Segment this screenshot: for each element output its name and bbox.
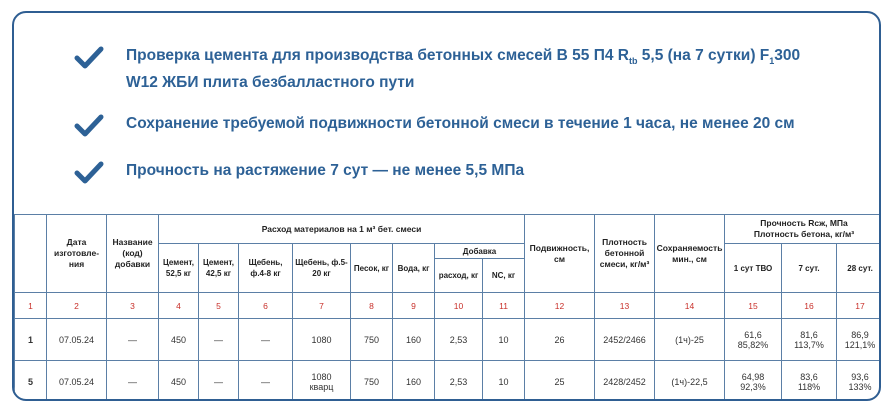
cell-gravel-5-20: 1080 кварц [293,361,351,402]
cell-sand: 750 [351,361,393,402]
cell-day-1: 64,98 92,3% [725,361,782,402]
header-additive-name: Название (код) добавки [107,215,159,293]
header-cement-425: Цемент, 42,5 кг [199,244,239,293]
cell-date: 07.05.24 [47,319,107,361]
cell-retention: (1ч)-25 [655,319,725,361]
header-gravel-4-8: Щебень, ф.4-8 кг [239,244,293,293]
col-number: 3 [107,293,159,319]
row-index: 1 [15,319,47,361]
row-index: 5 [15,361,47,402]
cell-cement-425: — [199,319,239,361]
cell-code: — [107,361,159,402]
check-icon [74,45,104,71]
cell-date: 07.05.24 [47,361,107,402]
bullet-tensile-strength [74,160,524,186]
cell-gravel-4-8: — [239,361,293,402]
cell-additive-rate: 2,53 [435,319,483,361]
cell-cement-525: 450 [159,319,199,361]
col-number: 14 [655,293,725,319]
header-strength: Прочность Rсж, МПа Плотность бетона, кг/м³ [725,215,881,244]
col-number: 1 [15,293,47,319]
cell-day-7: 81,6 113,7% [782,319,837,361]
table-row [15,319,882,361]
cell-slump: 26 [525,319,595,361]
header-gravel-5-20: Щебень, ф.5-20 кг [293,244,351,293]
header-additive: Добавка [435,244,525,259]
cell-nc: 10 [483,361,525,402]
cell-cement-525: 450 [159,361,199,402]
cell-water: 160 [393,319,435,361]
info-card [12,11,881,401]
col-number: 16 [782,293,837,319]
col-number: 5 [199,293,239,319]
col-number: 17 [837,293,881,319]
cell-slump: 25 [525,361,595,402]
bullet-text: Прочность на растяжение 7 сут — не менее 5,5 МПа [126,162,525,179]
cell-nc: 10 [483,319,525,361]
col-number: 15 [725,293,782,319]
cell-density: 2452/2466 [595,319,655,361]
cell-day-28: 86,9 121,1% [837,319,881,361]
check-icon [74,160,104,186]
bullet-text: Проверка цемента для производства бетонных смесей В 55 П4 $R_{tb}$ 5,5 (на 7 сутки) $F_1300$ W12 ЖБИ плита безбалластного пути [126,47,801,92]
header-day-7: 7 сут. [782,244,837,293]
cell-day-7: 83,6 118% [782,361,837,402]
cell-day-28: 93,6 133% [837,361,881,402]
cell-gravel-4-8: — [239,319,293,361]
col-number: 13 [595,293,655,319]
col-number: 8 [351,293,393,319]
col-number: 7 [293,293,351,319]
table-row [15,361,882,402]
header-day-28: 28 сут. [837,244,881,293]
bullet-text: Сохранение требуемой подвижности бетонной смеси в течение 1 часа, не менее 20 см [126,115,795,132]
header-density: Плотность бетонной смеси, кг/м³ [595,215,655,293]
cell-retention: (1ч)-22,5 [655,361,725,402]
cell-water: 160 [393,361,435,402]
header-nc: NC, кг [483,259,525,293]
col-number: 2 [47,293,107,319]
header-water: Вода, кг [393,244,435,293]
header-slump: Подвижность, см [525,215,595,293]
cell-density: 2428/2452 [595,361,655,402]
header-row-1 [15,215,882,244]
cell-day-1: 61,6 85,82% [725,319,782,361]
cell-gravel-5-20: 1080 [293,319,351,361]
header-consumption: Расход материалов на 1 м³ бет. смеси [159,215,525,244]
check-icon [74,113,104,139]
cell-sand: 750 [351,319,393,361]
col-number: 12 [525,293,595,319]
header-date: Дата изготовле-ния [47,215,107,293]
cell-additive-rate: 2,53 [435,361,483,402]
bullet-cement-check [74,45,806,94]
col-number: 10 [435,293,483,319]
header-cement-525: Цемент, 52,5 кг [159,244,199,293]
col-number: 6 [239,293,293,319]
header-additive-rate: расход, кг [435,259,483,293]
column-number-row [15,293,882,319]
col-number: 4 [159,293,199,319]
cell-cement-425: — [199,361,239,402]
header-index [15,215,47,293]
col-number: 11 [483,293,525,319]
results-table [14,214,881,401]
header-retention: Сохраняемость мин., см [655,215,725,293]
col-number: 9 [393,293,435,319]
header-day-1: 1 сут ТВО [725,244,782,293]
bullet-slump-retention [74,113,795,139]
header-sand: Песок, кг [351,244,393,293]
cell-code: — [107,319,159,361]
